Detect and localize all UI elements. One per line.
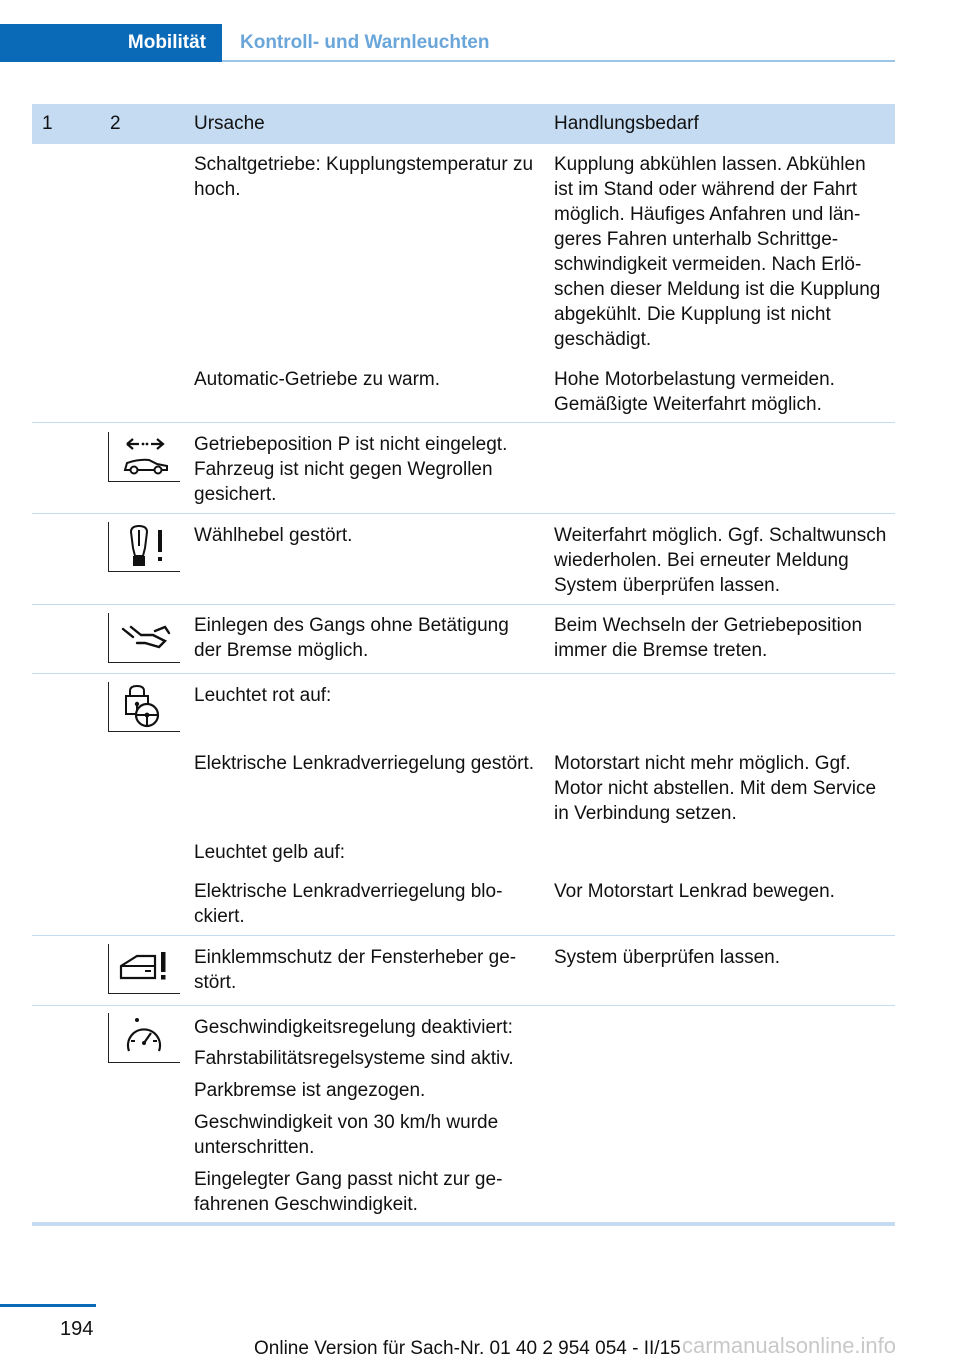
cause-text: Getriebeposition P ist nicht eingelegt. Fahrzeug ist nicht gegen Wegrollen gesichert. (194, 434, 508, 505)
column-header-cause: Ursache (194, 113, 265, 134)
cause-text: Parkbremse ist angezogen. (194, 1080, 426, 1101)
row-divider (32, 935, 895, 936)
row-divider (32, 604, 895, 605)
section-tab: Mobilität (0, 24, 222, 62)
cause-text: Wählhebel gestört. (194, 525, 353, 546)
action-text: Weiterfahrt möglich. Ggf. Schaltwunsch wiederholen. Bei erneuter Meldung System überprüfen lassen. (554, 525, 887, 596)
row-divider (32, 513, 895, 514)
cause-text: Einklemmschutz der Fensterheber gestört. (194, 947, 517, 993)
cause-text: Automatic-Getriebe zu warm. (194, 369, 441, 390)
car-rolling-icon (108, 432, 180, 482)
row-divider (32, 1005, 895, 1006)
steering-lock-icon (108, 682, 180, 732)
footer-text: Online Version für Sach-Nr. 01 40 2 954 054 - II/15 (254, 1338, 681, 1359)
cause-text: Eingelegter Gang passt nicht zur gefahrenen Geschwindigkeit. (194, 1169, 503, 1215)
page-number-bar (0, 1304, 96, 1307)
action-text: Vor Motorstart Lenkrad bewegen. (554, 881, 835, 902)
column-header-1: 1 (42, 113, 53, 134)
cause-text: Einlegen des Gangs ohne Betätigung der Bremse möglich. (194, 615, 509, 661)
cause-subheading: Leuchtet gelb auf: (194, 842, 346, 863)
selector-lever-warning-icon (108, 522, 180, 572)
action-text: System überprüfen lassen. (554, 947, 781, 968)
subsection-title: Kontroll- und Warnleuchten (240, 32, 490, 53)
cause-text: Elektrische Lenkradverriegelung blockiert. (194, 881, 503, 927)
window-pinch-warning-icon (108, 944, 180, 994)
action-text: Beim Wechseln der Getriebeposition immer die Bremse treten. (554, 615, 863, 661)
header-divider (222, 60, 895, 62)
cause-text: Geschwindigkeit von 30 km/h wurde unterschritten. (194, 1112, 499, 1158)
column-header-action: Handlungsbedarf (554, 113, 699, 134)
cause-text: Elektrische Lenkradverriegelung gestört. (194, 753, 535, 774)
foot-brake-icon (108, 613, 180, 663)
cause-text: Geschwindigkeitsregelung deaktiviert: (194, 1017, 513, 1038)
table-header (32, 104, 895, 144)
cause-text: Schaltgetriebe: Kupplungstemperatur zu hoch. (194, 154, 534, 200)
action-text: Hohe Motorbelastung vermeiden. Gemäßigte Weiterfahrt möglich. (554, 369, 835, 415)
cause-text: Fahrstabilitätsregelsysteme sind aktiv. (194, 1048, 514, 1069)
action-text: Kupplung abkühlen lassen. Abkühlen ist im Stand oder während der Fahrt möglich. Häufiges Anfahren und längeres Fahren unterhalb Schrittgeschwindigkeit vermeiden. Nach Erlöschen dieser Meldung ist die Kupplung abgekühlt. Die Kupplung ist nicht geschädigt. (554, 154, 881, 350)
table-bottom-border (32, 1222, 895, 1226)
watermark: carmanualsonline.info (682, 1333, 897, 1358)
column-header-2: 2 (110, 113, 121, 134)
row-divider (32, 422, 895, 423)
action-text: Motorstart nicht mehr möglich. Ggf. Motor nicht abstellen. Mit dem Service in Verbindung setzen. (554, 753, 877, 824)
row-divider (32, 673, 895, 674)
speed-control-icon (108, 1013, 180, 1063)
cause-subheading: Leuchtet rot auf: (194, 685, 332, 706)
page-number: 194 (60, 1318, 94, 1340)
